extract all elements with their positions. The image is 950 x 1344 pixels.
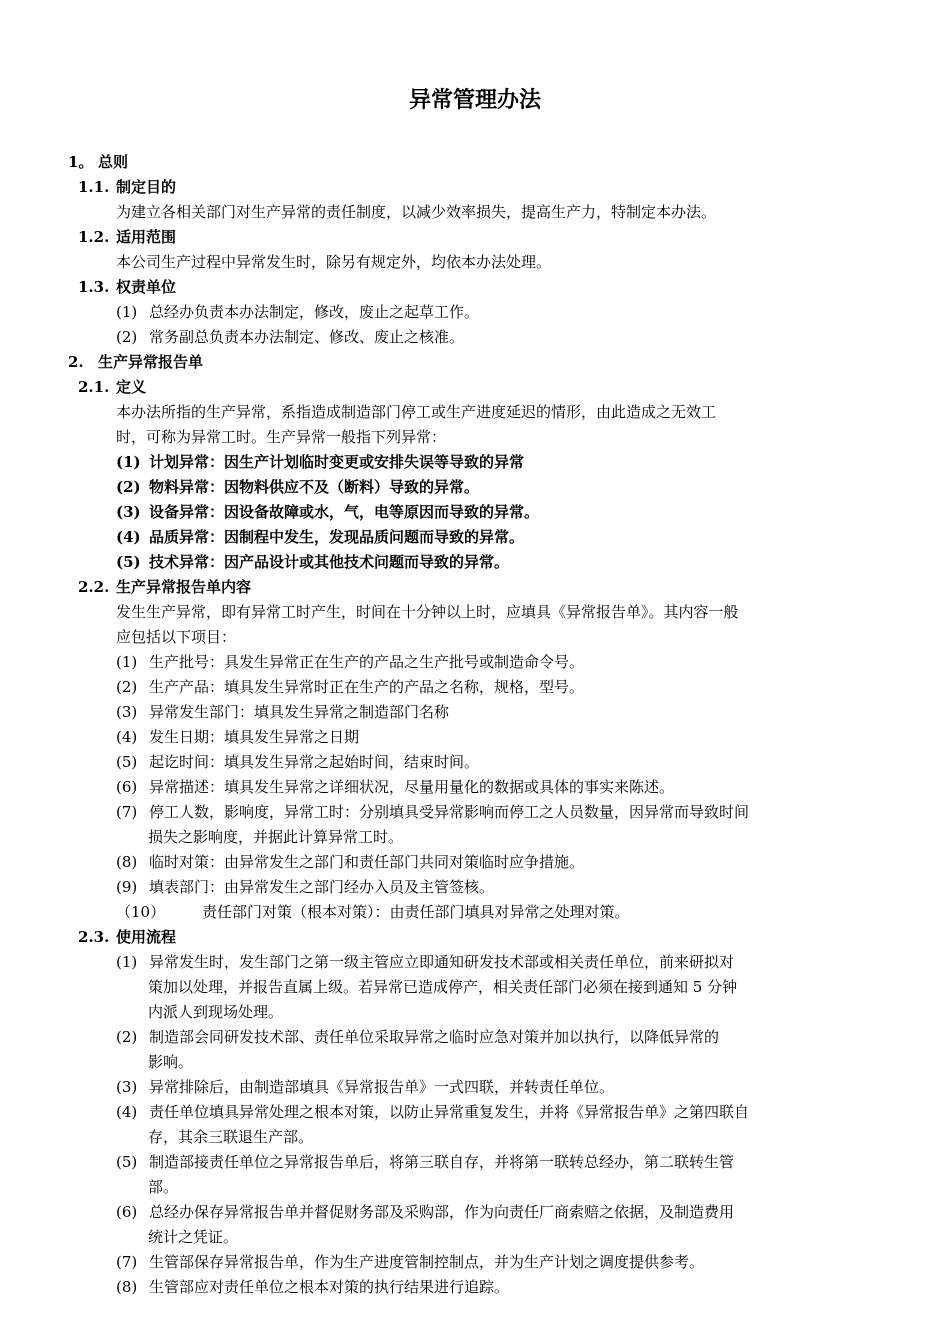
- line-number: （10）: [116, 903, 166, 921]
- line-number: (1): [116, 453, 141, 471]
- line-item: [116, 325, 464, 350]
- line-number: (2): [116, 328, 138, 346]
- line-text: 异常排除后，由制造部填具《异常报告单》一式四联，并转责任单位。: [149, 1078, 615, 1096]
- line-item: [116, 800, 749, 825]
- line-number: (8): [116, 853, 138, 871]
- line-wide: [116, 900, 630, 925]
- line-number: 1.1.: [78, 178, 110, 196]
- line-text: 设备异常：因设备故障或水，气，电等原因而导致的异常。: [149, 503, 540, 521]
- line-text: 影响。: [148, 1053, 194, 1071]
- line-h2: [78, 375, 146, 400]
- line-number: (4): [116, 1103, 138, 1121]
- line-number: (7): [116, 803, 138, 821]
- line-text: 时，可称为异常工时。生产异常一般指下列异常：: [116, 428, 447, 446]
- line-text: 生管部应对责任单位之根本对策的执行结果进行追踪。: [149, 1278, 510, 1296]
- line-number: (1): [116, 953, 138, 971]
- line-item: [116, 1200, 734, 1225]
- line-item: [116, 300, 479, 325]
- line-number: 1.2.: [78, 228, 110, 246]
- line-number: (2): [116, 678, 138, 696]
- line-text: 物料异常：因物料供应不及（断料）导致的异常。: [149, 478, 480, 496]
- line-text: 使用流程: [116, 928, 177, 946]
- line-number: 1。: [68, 153, 94, 171]
- document-title: 异常管理办法: [408, 87, 541, 113]
- line-text: 责任部门对策（根本对策）：由责任部门填具对异常之处理对策。: [202, 903, 630, 921]
- line-item: [116, 700, 449, 725]
- line-text: 异常发生时，发生部门之第一级主管应立即通知研发技术部或相关责任单位，前来研拟对: [149, 953, 735, 971]
- line-text: 异常发生部门：填具发生异常之制造部门名称: [149, 703, 450, 721]
- line-text: 生产异常报告单内容: [116, 578, 252, 596]
- line-text: 停工人数，影响度，异常工时：分别填具受异常影响而停工之人员数量，因异常而导致时间: [149, 803, 750, 821]
- line-number: (4): [116, 528, 141, 546]
- line-number: (5): [116, 1153, 138, 1171]
- line-number: 2.: [68, 353, 84, 371]
- line-text: 权责单位: [116, 278, 177, 296]
- line-number: (1): [116, 303, 138, 321]
- line-text: 计划异常：因生产计划临时变更或安排失误等导致的异常: [149, 453, 525, 471]
- line-item: [116, 550, 509, 575]
- line-text: 生产产品：填具发生异常时正在生产的产品之名称，规格，型号。: [149, 678, 585, 696]
- line-text: 制造部接责任单位之异常报告单后，将第三联自存，并将第一联转总经办，第二联转生管: [149, 1153, 735, 1171]
- line-text: 总经办负责本办法制定，修改，废止之起草工作。: [149, 303, 480, 321]
- line-number: 2.1.: [78, 378, 110, 396]
- line-number: 1.3.: [78, 278, 110, 296]
- line-text: 存，其余三联退生产部。: [148, 1128, 314, 1146]
- line-text: 品质异常：因制程中发生，发现品质问题而导致的异常。: [149, 528, 525, 546]
- line-item: [116, 675, 584, 700]
- line-text: 生管部保存异常报告单，作为生产进度管制控制点，并为生产计划之调度提供参考。: [149, 1253, 705, 1271]
- line-cont: [148, 1125, 313, 1150]
- line-item: [116, 950, 734, 975]
- line-h2: [78, 275, 176, 300]
- line-para: [116, 400, 716, 425]
- line-cont: [148, 1225, 238, 1250]
- line-number: (6): [116, 1203, 138, 1221]
- line-text: 生产批号：具发生异常正在生产的产品之生产批号或制造命令号。: [149, 653, 585, 671]
- line-text: 策加以处理，并报告直属上级。若异常已造成停产，相关责任部门必须在接到通知 5 分钟: [148, 978, 738, 996]
- line-item: [116, 1100, 749, 1125]
- line-cont: [148, 1175, 178, 1200]
- line-text: 起讫时间：填具发生异常之起始时间，结束时间。: [149, 753, 480, 771]
- line-text: 填表部门：由异常发生之部门经办入员及主管签核。: [149, 878, 495, 896]
- line-para: [116, 600, 739, 625]
- line-h2: [78, 175, 176, 200]
- line-number: (3): [116, 703, 138, 721]
- line-number: (3): [116, 1078, 138, 1096]
- line-text: 为建立各相关部门对生产异常的责任制度，以减少效率损失，提高生产力，特制定本办法。: [116, 203, 717, 221]
- line-number: (9): [116, 878, 138, 896]
- line-number: (5): [116, 553, 141, 571]
- line-h2: [78, 225, 176, 250]
- line-number: (8): [116, 1278, 138, 1296]
- line-text: 适用范围: [116, 228, 177, 246]
- line-text: 本办法所指的生产异常，系指造成制造部门停工或生产进度延迟的情形，由此造成之无效工: [116, 403, 717, 421]
- line-text: 常务副总负责本办法制定、修改、废止之核准。: [149, 328, 465, 346]
- line-text: 制造部会同研发技术部、责任单位采取异常之临时应急对策并加以执行，以降低异常的: [149, 1028, 720, 1046]
- line-h2: [78, 925, 176, 950]
- line-item: [116, 750, 479, 775]
- line-item: [116, 500, 539, 525]
- line-text: 本公司生产过程中异常发生时，除另有规定外，均依本办法处理。: [116, 253, 552, 271]
- line-text: 异常描述：填具发生异常之详细状况，尽量用量化的数据或具体的事实来陈述。: [149, 778, 675, 796]
- line-para: [116, 625, 236, 650]
- line-text: 责任单位填具异常处理之根本对策，以防止异常重复发生，并将《异常报告单》之第四联自: [149, 1103, 750, 1121]
- line-item: [116, 650, 584, 675]
- line-text: 技术异常：因产品设计或其他技术问题而导致的异常。: [149, 553, 510, 571]
- line-text: 生产异常报告单: [98, 353, 204, 371]
- line-item: [116, 875, 494, 900]
- line-item: [116, 775, 674, 800]
- line-cont: [148, 1050, 193, 1075]
- line-item: [116, 1075, 614, 1100]
- line-item: [116, 725, 359, 750]
- line-item: [116, 450, 524, 475]
- line-para: [116, 250, 551, 275]
- line-item: [116, 525, 524, 550]
- line-number: 2.3.: [78, 928, 110, 946]
- line-para: [116, 425, 446, 450]
- line-item: [116, 1275, 509, 1300]
- line-text: 统计之凭证。: [148, 1228, 239, 1246]
- line-text: 部。: [148, 1178, 179, 1196]
- line-cont: [148, 825, 403, 850]
- line-para: [116, 200, 716, 225]
- line-number: (5): [116, 753, 138, 771]
- line-number: (7): [116, 1253, 138, 1271]
- line-number: (3): [116, 503, 141, 521]
- line-text: 发生日期：填具发生异常之日期: [149, 728, 360, 746]
- line-item: [116, 1150, 734, 1175]
- line-number: (2): [116, 1028, 138, 1046]
- line-number: (1): [116, 653, 138, 671]
- line-text: 总则: [98, 153, 129, 171]
- line-item: [116, 475, 479, 500]
- line-cont: [148, 1000, 283, 1025]
- line-text: 定义: [116, 378, 147, 396]
- line-text: 制定目的: [116, 178, 177, 196]
- line-text: 临时对策：由异常发生之部门和责任部门共同对策临时应争措施。: [149, 853, 585, 871]
- line-item: [116, 1025, 719, 1050]
- line-h2: [78, 575, 251, 600]
- line-item: [116, 850, 584, 875]
- line-h1: [68, 150, 128, 175]
- line-text: 损失之影响度，并据此计算异常工时。: [148, 828, 404, 846]
- line-text: 内派人到现场处理。: [148, 1003, 284, 1021]
- line-text: 应包括以下项目：: [116, 628, 237, 646]
- line-number: (2): [116, 478, 141, 496]
- line-number: 2.2.: [78, 578, 110, 596]
- line-h1: [68, 350, 203, 375]
- line-text: 总经办保存异常报告单并督促财务部及采购部，作为向责任厂商索赔之依据，及制造费用: [149, 1203, 735, 1221]
- line-text: 发生生产异常，即有异常工时产生，时间在十分钟以上时，应填具《异常报告单》。其内容一般: [116, 603, 739, 621]
- line-item: [116, 1250, 704, 1275]
- line-number: (6): [116, 778, 138, 796]
- line-cont: [148, 975, 737, 1000]
- line-number: (4): [116, 728, 138, 746]
